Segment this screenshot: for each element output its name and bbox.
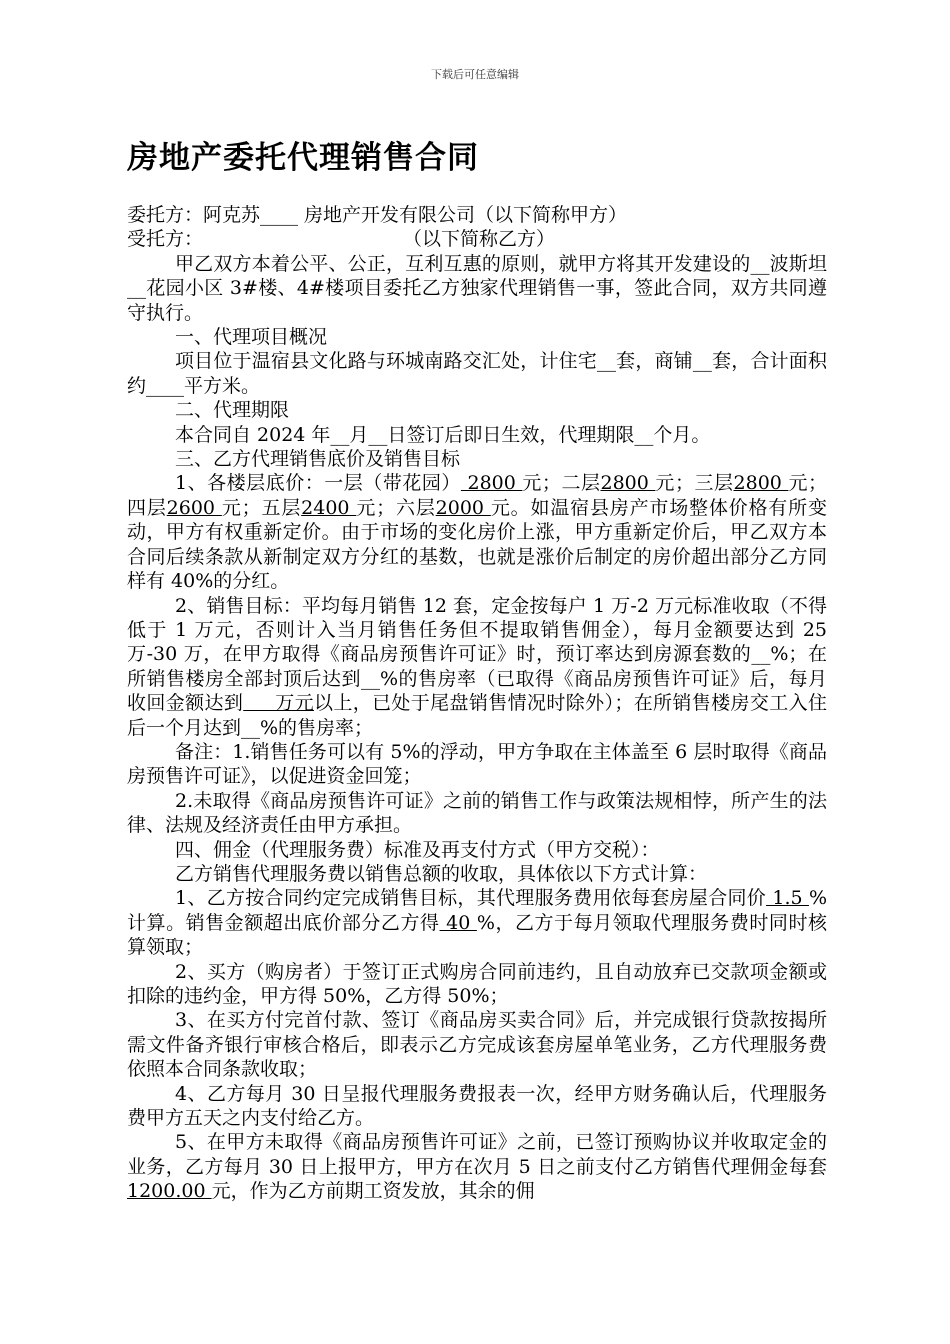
commission-item5: 5、在甲方未取得《商品房预售许可证》之前，已签订预购协议并收取定金的业务，乙方每月 30 日上报甲方，甲方在次月 5 日之前支付乙方销售代理佣金每套 1200.00 元，作为乙方前期工资发放，其余的佣 bbox=[127, 1131, 827, 1203]
garden-name: __波斯坦__ bbox=[127, 252, 827, 300]
contract-body bbox=[127, 203, 827, 1204]
commission-item3: 3、在买方付完首付款、签订《商品房买卖合同》后，并完成银行贷款按揭所需文件备齐银行审核合格后，即表示乙方完成该套房屋单笔业务，乙方代理服务费依照本合同条款收取； bbox=[127, 1009, 827, 1081]
floor3-price: 2800 bbox=[733, 472, 789, 495]
section1-heading: 一、代理项目概况 bbox=[175, 326, 328, 349]
document-title: 房地产委托代理销售合同 bbox=[127, 140, 479, 176]
principal-blank: ____ bbox=[260, 204, 299, 226]
pre-permit-commission: 1200.00 bbox=[127, 1180, 212, 1203]
principal-line: 委托方：阿克苏____ 房地产开发有限公司（以下简称甲方） bbox=[127, 204, 628, 226]
floor6-price: 2000 bbox=[435, 496, 491, 519]
intro-paragraph: 甲乙双方本着公平、公正，互利互惠的原则，就甲方将其开发建设的__波斯坦__花园小区 3#楼、4#楼项目委托乙方独家代理销售一事，签此合同，双方共同遵守执行。 bbox=[127, 252, 827, 324]
agent-line: 受托方： （以下简称乙方） bbox=[127, 228, 556, 251]
section4-intro: 乙方销售代理服务费以销售总额的收取，具体依以下方式计算： bbox=[175, 862, 708, 885]
section4-heading: 四、佣金（代理服务费）标准及再支付方式（甲方交税）： bbox=[175, 838, 660, 861]
note2-paragraph: 2.未取得《商品房预售许可证》之前的销售工作与政策法规相悖，所产生的法律、法规及经济责任由甲方承担。 bbox=[127, 789, 827, 837]
section1-text: 项目位于温宿县文化路与环城南路交汇处，计住宅__套，商铺__套，合计面积约____平方米。 bbox=[127, 350, 827, 397]
commission-item1: 1、乙方按合同约定完成销售目标，其代理服务费用依每套房屋合同价 1.5 %计算。销售金额超出底价部分乙方得 40 %，乙方于每月领取代理服务费时同时核算领取； bbox=[127, 887, 827, 959]
sales-target-paragraph: 2、销售目标：平均每月销售 12 套，定金按每户 1 万-2 万元标准收取（不得低于 1 万元，否则计入当月销售任务但不提取销售佣金），每月金额要达到 25 万-30 万，在甲方取得《商品房预售许可证》时，预订率达到房源套数的__%；在所销售楼房全部封顶后达到__%的售房率（已取得《商品房预售许可证》后，每月收回金额达到 万元以上，已处于尾盘销售情况时除外）；在所销售楼房交工入住后一个月达到__%的售房率； bbox=[127, 594, 827, 739]
section2-text: 本合同自 2024 年__月__日签订后即日生效，代理期限__个月。 bbox=[175, 423, 711, 446]
section2-heading: 二、代理期限 bbox=[175, 399, 290, 422]
commission-rate: 1.5 bbox=[766, 887, 809, 910]
floor4-price: 2600 bbox=[166, 496, 222, 519]
floor1-price: 2800 bbox=[460, 472, 523, 495]
monthly-amount: 万元 bbox=[243, 692, 314, 715]
commission-item4: 4、乙方每月 30 日呈报代理服务费报表一次，经甲方财务确认后，代理服务费甲方五天之内支付给乙方。 bbox=[127, 1082, 827, 1130]
excess-share: 40 bbox=[439, 911, 477, 934]
header-note: 下载后可任意编辑 bbox=[431, 68, 519, 81]
floor5-price: 2400 bbox=[301, 496, 357, 519]
commission-item2: 2、买方（购房者）于签订正式购房合同前违约，且自动放弃已交款项金额或扣除的违约金，甲方得 50%，乙方得 50%； bbox=[127, 960, 827, 1007]
note1-paragraph: 备注：1.销售任务可以有 5%的浮动，甲方争取在主体盖至 6 层时取得《商品房预售许可证》，以促进资金回笼； bbox=[127, 740, 827, 788]
floor-price-paragraph: 1、各楼层底价：一层（带花园） 2800 元；二层2800 元；三层2800 元；四层2600 元；五层2400 元；六层2000 元。如温宿县房产市场整体价格有所变动，甲方有权重新定价。由于市场的变化房价上涨，甲方重新定价后，甲乙双方本合同后续条款从新制定双方分红的基数，也就是涨价后制定的房价超出部分乙方同样有 40%的分红。 bbox=[127, 472, 827, 593]
floor2-price: 2800 bbox=[600, 472, 656, 495]
section3-heading: 三、乙方代理销售底价及销售目标 bbox=[175, 448, 461, 471]
